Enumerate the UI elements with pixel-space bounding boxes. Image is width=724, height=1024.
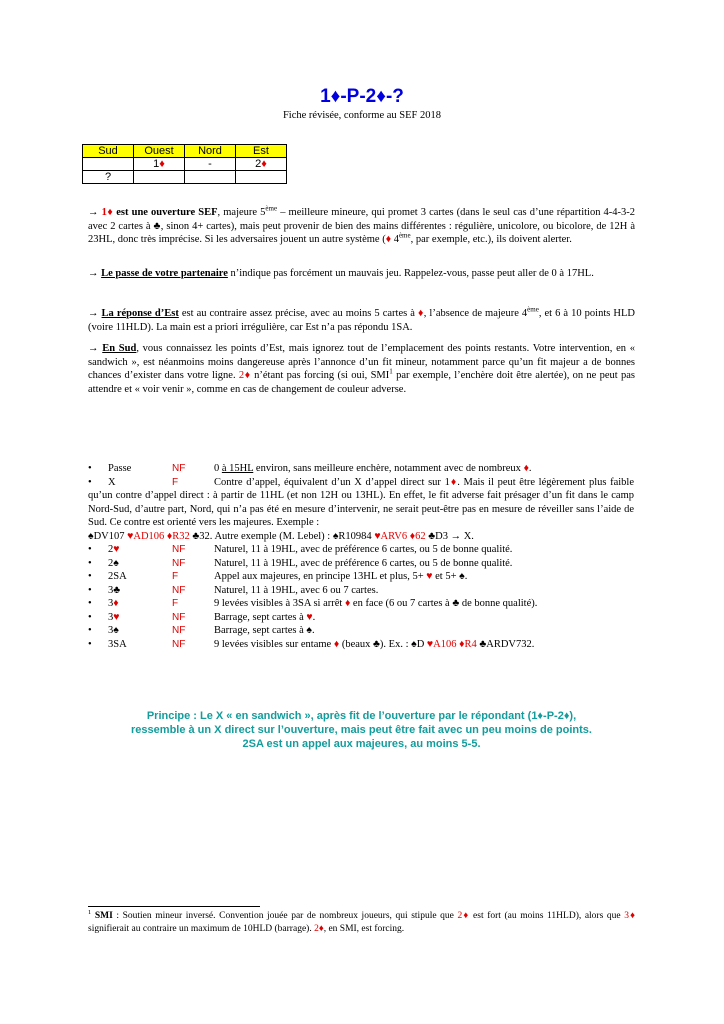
principle-line-3: 2SA est un appel aux majeures, au moins 5-5. xyxy=(242,738,481,750)
list-item: • 3SA NF 9 levées visibles sur entame ♦ (beaux ♣). Ex. : ♠D ♥A106 ♦R4 ♣ARDV732. xyxy=(88,638,535,650)
list-item: • X F Contre d’appel, équivalent d’un X d’appel direct sur 1♦. Mais il peut être légèrement plus faible qu’un contre d’appel direct : à partir de 11HL (et non 12H ou 13HL). En effet, le fit adverse fait présager d’un fit dans le camp Nord-Sud, d’autre part, Nord, qui n’a pas été en mesure d’intervenir, ne serait peut-être pas en mesure de réveiller sans l’aide de Sud. Ce contre est orienté vers les majeures. Exemple : ♠DV107 ♥AD106 ♦R32 ♣32. Autre exemple (M. Lebel) : ♠R10984 ♥ARV6 ♦62 ♣D3 → X. xyxy=(88,476,635,542)
page-title: 1♦-P-2♦-? xyxy=(320,86,404,107)
list-item: • 2♥ NF Naturel, 11 à 19HL, avec de préférence 6 cartes, ou 5 de bonne qualité. xyxy=(88,544,513,555)
cell-sud-1 xyxy=(83,158,134,171)
header-ouest: Ouest xyxy=(134,145,185,158)
header-est: Est xyxy=(236,145,287,158)
list-item: • 2♠ NF Naturel, 11 à 19HL, avec de préférence 6 cartes, ou 5 de bonne qualité. xyxy=(88,557,513,569)
cell-nord-1: - xyxy=(185,158,236,171)
bidding-row-2 xyxy=(83,171,287,184)
cell-ouest-2 xyxy=(134,171,185,184)
header-sud: Sud xyxy=(83,145,134,158)
header-nord: Nord xyxy=(185,145,236,158)
list-item: • 3♦ F 9 levées visibles à 3SA si arrêt ♦ en face (6 ou 7 cartes à ♣ de bonne qualité). xyxy=(88,598,538,609)
list-item: • Passe NF 0 à 15HL environ, sans meilleure enchère, notamment avec de nombreux ♦. xyxy=(88,463,532,474)
footnote-separator xyxy=(88,906,260,907)
cell-nord-2 xyxy=(185,171,236,184)
cell-sud-2: ? xyxy=(83,171,134,184)
list-item: • 3♥ NF Barrage, sept cartes à ♥. xyxy=(88,611,316,623)
list-item: • 3♠ NF Barrage, sept cartes à ♠. xyxy=(88,625,315,636)
list-item: • 2SA F Appel aux majeures, en principe 13HL et plus, 5+ ♥ et 5+ ♠. xyxy=(88,571,468,582)
principle-box xyxy=(88,709,635,751)
bidding-table xyxy=(82,144,287,184)
paragraph-reponse-est: → La réponse d’Est est au contraire assez précise, avec au moins 5 cartes à ♦, l’absence de majeure 4ème, et 6 à 10 points HLD (voire 11HLD). La main est a priori irrégulière, car Est n’a pas répondu 1SA. xyxy=(88,305,635,333)
paragraph-ouverture: → 1♦ est une ouverture SEF, majeure 5ème – meilleure mineure, qui promet 3 cartes (dans le seul cas d’une répartition 4-4-3-2 avec 2 cartes à ♣, sinon 4+ cartes), mais peut provenir de bien des mains différentes : régulière, unicolore, ou bicolore, de 12H à 23HL, donc très imprécise. Si les adversaires jouent un autre système (♦ 4ème, par exemple, etc.), ils doivent alerter. xyxy=(88,204,636,245)
bidding-row-1 xyxy=(83,158,287,171)
bidding-table-header xyxy=(83,145,287,158)
footnote: $^1$ SMI : Soutien mineur inversé. Convention jouée par de nombreux joueurs, qui stipule que 2♦ est fort (au moins 11HLD), alors que 3♦ signifierait au contraire un maximum de 10HLD (barrage). 2♦, en SMI, est forcing. xyxy=(88,908,635,934)
cell-est-2 xyxy=(236,171,287,184)
cell-ouest-1: 1♦ xyxy=(134,158,185,171)
paragraph-passe-partenaire: → Le passe de votre partenaire n’indique pas forcément un mauvais jeu. Rappelez-vous, passe peut aller de 0 à 17HL. xyxy=(88,268,594,279)
bids-list xyxy=(88,462,648,651)
principle-line-2: ressemble à un X direct sur l’ouverture, mais peut être fait avec un peu moins de points. xyxy=(131,724,592,736)
list-item: • 3♣ NF Naturel, 11 à 19HL, avec 6 ou 7 cartes. xyxy=(88,584,379,596)
cell-est-1: 2♦ xyxy=(236,158,287,171)
principle-line-1: Principe : Le X « en sandwich », après fit de l’ouverture par le répondant (1♦-P-2♦), xyxy=(146,710,577,722)
page-subtitle: Fiche révisée, conforme au SEF 2018 xyxy=(282,110,442,121)
paragraph-en-sud: → En Sud, vous connaissez les points d’Est, mais ignorez tout de l’emplacement des points restants. Votre intervention, en « sandwich », est néanmoins moins dangereuse après l’annonce d’un fit mineur, notamment parce qu’un fit majeur a de bonnes chances d’exister dans votre ligne. 2♦ n’étant pas forcing (si oui, SMI$^1$ par exemple, l’enchère doit être alertée), on ne peut pas attendre et « voir venir », comme en cas de changement de couleur adverse. xyxy=(88,343,636,395)
